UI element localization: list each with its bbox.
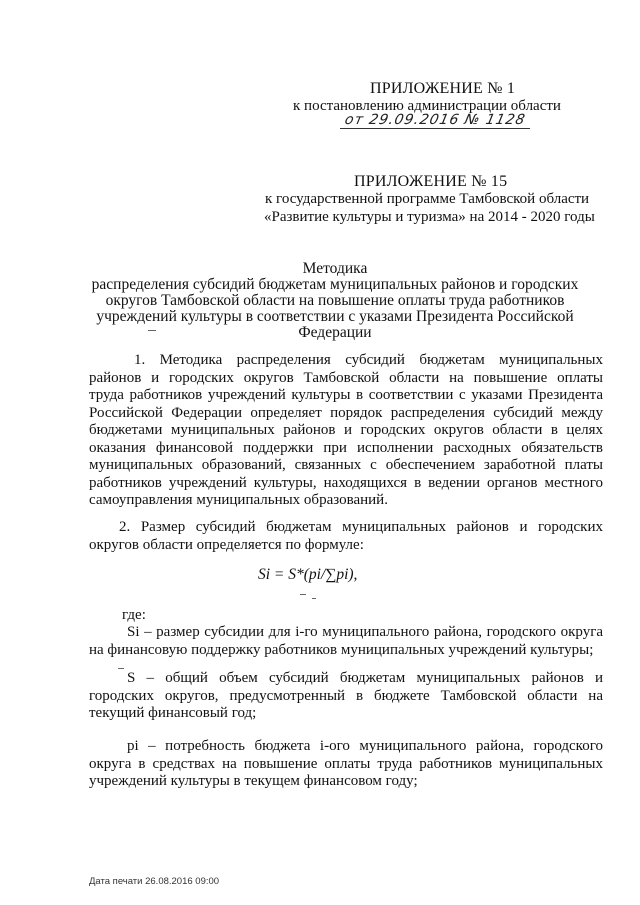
print-date-footer: Дата печати 26.08.2016 09:00 (89, 876, 220, 887)
appendix-15-title: ПРИЛОЖЕНИЕ № 15 (354, 173, 508, 190)
definition-line: городских округов, предусмотренный в бюджете Тамбовской области на (89, 687, 603, 704)
paragraph-line: работников учреждений культуры, находящихся в ведении органов местного (89, 474, 603, 491)
scan-speck (118, 668, 124, 669)
paragraph-line: труда работников учреждений культуры в соответствии с указами Президента (89, 387, 603, 403)
paragraph-line: муниципальных образований, связанных с обеспечением заработной платы (89, 457, 603, 473)
appendix-15-line1: к государственной программе Тамбовской области (265, 191, 590, 207)
methodology-heading: Методика (302, 260, 368, 277)
paragraph-line: самоуправления муниципальных образований. (89, 492, 388, 508)
definition-si (89, 624, 603, 659)
handwritten-date-number: от 29.09.2016 № 1128 (343, 112, 528, 128)
methodology-title-line: учреждений культуры в соответствии с указами Президента Российской (96, 308, 574, 325)
paragraph-line: округов области определяется по формуле: (89, 536, 364, 553)
paragraph-1 (89, 352, 603, 510)
paragraph-line: 1. Методика распределения субсидий бюджетам муниципальных (134, 352, 603, 368)
definition-line: на финансовую поддержку работников муниципальных учреждений культуры; (89, 641, 594, 658)
appendix-1-title: ПРИЛОЖЕНИЕ № 1 (370, 80, 516, 97)
methodology-title-line: распределения субсидий бюджетам муниципальных районов и городских (91, 276, 579, 293)
scan-speck (312, 598, 316, 599)
paragraph-2 (89, 519, 603, 554)
scan-speck (148, 330, 156, 331)
paragraph-line: 2. Размер субсидий бюджетам муниципальных районов и городских (119, 519, 603, 535)
paragraph-line: районов и городских округов Тамбовской области на повышение оплаты (89, 369, 603, 386)
definition-line: Si – размер субсидии для i-го муниципального района, городского округа (127, 624, 603, 640)
scan-speck (300, 594, 306, 595)
methodology-title-line: округов Тамбовской области на повышение оплаты труда работников (105, 292, 565, 309)
definition-line: текущий финансовый год; (89, 705, 257, 721)
definition-line: S – общий объем субсидий бюджетам муниципальных районов и (127, 670, 603, 686)
appendix-1-subtitle: к постановлению администрации области (293, 98, 561, 114)
paragraph-line: бюджетами муниципальных районов и городских округов области в целях (89, 422, 603, 438)
definition-line: pi – потребность бюджета i-ого муниципального района, городского (127, 738, 603, 754)
paragraph-line: Российской Федерации определяет порядок распределения субсидий между (89, 404, 603, 421)
definition-s (89, 670, 603, 723)
where-label: где: (122, 607, 146, 623)
methodology-title-line: Федерации (298, 324, 372, 341)
subsidy-formula: Si = S*(pi/∑pi), (258, 566, 358, 583)
signature-underline (340, 128, 530, 129)
definition-line: округа в средствах на повышение оплаты труда работников муниципальных (89, 755, 603, 772)
definition-line: учреждений культуры в текущем финансовом году; (89, 773, 418, 789)
paragraph-line: оказания финансовой поддержки при исполнении расходных обязательств (89, 439, 603, 456)
definition-pi (89, 738, 603, 791)
appendix-15-line2: «Развитие культуры и туризма» на 2014 - 2020 годы (264, 209, 595, 225)
